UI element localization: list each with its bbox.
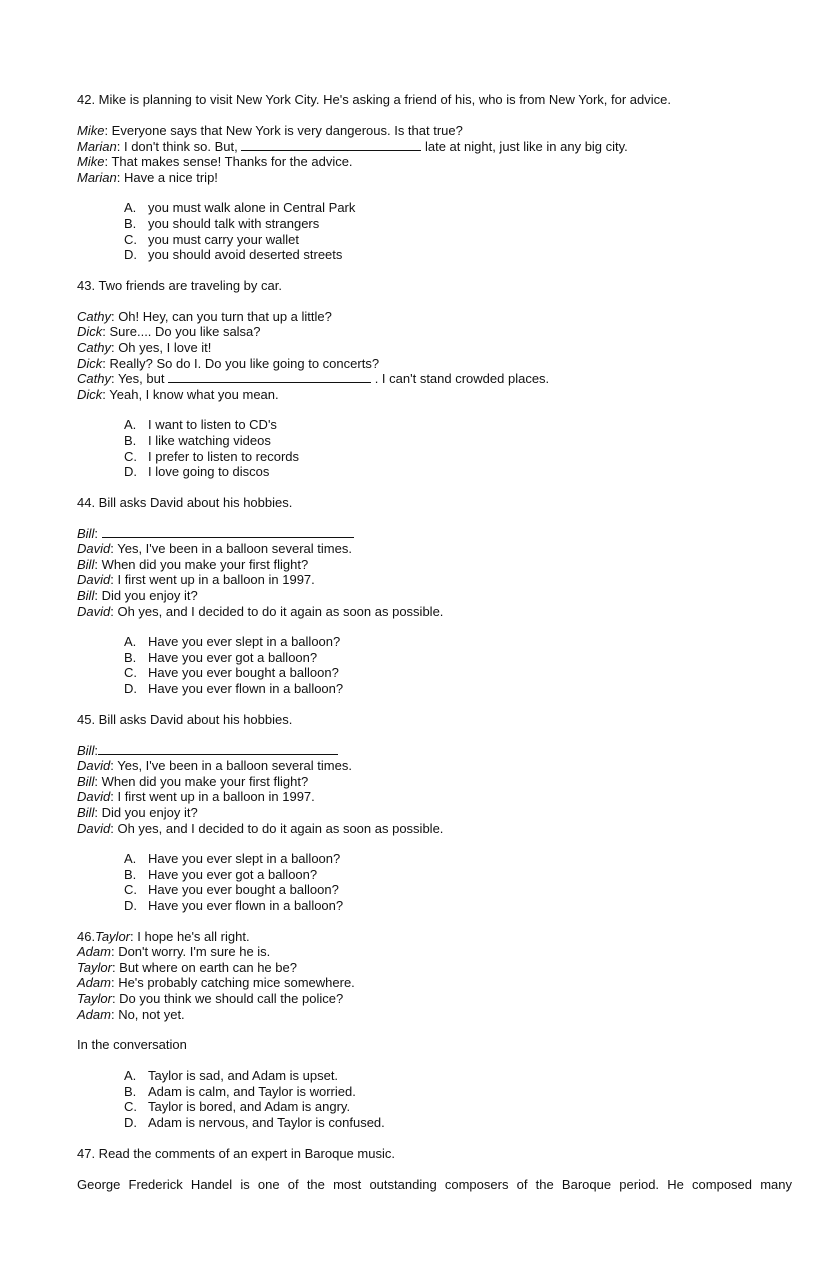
dialogue-text: : Oh! Hey, can you turn that up a little? [110,308,332,324]
dialogue-text: : Do you think we should call the police? [111,990,344,1006]
option-d[interactable]: D. Adam is nervous, and Taylor is confused. [124,1114,385,1130]
option-b[interactable]: B. I like watching videos [124,432,271,448]
speaker-name: David [77,789,111,805]
speaker-name: Taylor [77,959,112,975]
dialogue-line [77,324,792,340]
question-46-number: 46. [77,928,96,944]
speaker-name: David [77,572,111,588]
dialogue-line [77,805,792,821]
dialogue-line [77,588,792,604]
dialogue-text: : Have a nice trip! [116,169,218,185]
dialogue-line [77,572,792,588]
dialogue-line [77,789,792,805]
option-a[interactable]: A. Have you ever slept in a balloon? [124,634,341,650]
speaker-name: David [77,820,111,836]
question-46-prompt: In the conversation [77,1037,187,1053]
dialogue-text: : I don't think so. But, [116,138,238,154]
question-46-options [124,1068,792,1130]
dialogue-text: : Really? So do I. Do you like going to concerts? [102,355,380,371]
speaker-name: Dick [77,324,103,340]
speaker-name: Adam [77,975,111,991]
dialogue-line [77,604,792,620]
dialogue-line [77,340,792,356]
question-45-options [124,851,792,913]
dialogue-text: : But where on earth can he be? [111,959,297,975]
question-47-paragraph: George Frederick Handel is one of the most outstanding composers of the Baroque period. He composed many [77,1176,792,1192]
speaker-name: Bill [77,742,95,758]
option-a[interactable]: A. you must walk alone in Central Park [124,200,356,216]
speaker-name: David [77,603,111,619]
option-a[interactable]: A. Taylor is sad, and Adam is upset. [124,1068,339,1084]
dialogue-text: : Oh yes, and I decided to do it again as soon as possible. [110,820,444,836]
dialogue-text: : [94,525,98,541]
dialogue-line [77,557,792,573]
speaker-name: Bill [77,525,95,541]
speaker-name: Dick [77,386,103,402]
dialogue-text: : Oh yes, I love it! [110,339,212,355]
speaker-name: Adam [77,944,111,960]
question-46-dialogue [77,929,792,1023]
speaker-name: Bill [77,805,95,820]
question-45-title: 45. Bill asks David about his hobbies. [77,711,293,727]
dialogue-text: : Sure.... Do you like salsa? [102,324,261,340]
dialogue-text-after: . I can't stand crowded places. [371,371,550,387]
dialogue-text: : Everyone says that New York is very dangerous. Is that true? [104,123,463,138]
dialogue-text: : Yes, but [110,371,165,387]
speaker-name: Dick [77,355,103,371]
speaker-name: Mike [77,123,105,138]
dialogue-text: : [94,742,98,758]
dialogue-line [77,356,792,372]
answer-blank[interactable] [241,139,421,151]
dialogue-text: : Did you enjoy it? [94,588,198,604]
answer-blank[interactable] [168,371,371,383]
dialogue-text: : Oh yes, and I decided to do it again as soon as possible. [110,603,444,619]
option-d[interactable]: D. you should avoid deserted streets [124,247,343,263]
answer-blank[interactable] [98,743,338,755]
question-47-title: 47. Read the comments of an expert in Baroque music. [77,1145,395,1161]
dialogue-line [77,944,792,960]
dialogue-text: : Yeah, I know what you mean. [102,386,279,402]
speaker-name: Marian [77,138,117,154]
dialogue-text: : I hope he's all right. [130,928,250,944]
question-42-options [124,200,792,262]
question-42-title: 42. Mike is planning to visit New York City. He's asking a friend of his, who is from New York, for advice. [77,92,672,107]
dialogue-line [77,1007,792,1023]
speaker-name: David [77,758,111,774]
dialogue-line [77,758,792,774]
speaker-name: Bill [77,588,95,604]
option-a[interactable]: A. Have you ever slept in a balloon? [124,851,341,867]
speaker-name: Taylor [95,928,131,944]
dialogue-text: : That makes sense! Thanks for the advice. [104,154,353,170]
question-44-title: 44. Bill asks David about his hobbies. [77,494,293,510]
option-a[interactable]: A. I want to listen to CD's [124,417,277,433]
option-d[interactable]: D. Have you ever flown in a balloon? [124,681,344,697]
dialogue-line [77,387,792,403]
question-43-title: 43. Two friends are traveling by car. [77,277,282,293]
dialogue-line [77,170,792,186]
question-43-options [124,417,792,479]
speaker-name: Adam [77,1006,111,1022]
dialogue-text: : He's probably catching mice somewhere. [110,975,355,991]
speaker-name: David [77,541,111,557]
dialogue-line [77,123,792,139]
speaker-name: Taylor [77,990,112,1006]
speaker-name: Cathy [77,339,111,355]
option-b[interactable]: B. Have you ever got a balloon? [124,649,318,665]
option-b[interactable]: B. you should talk with strangers [124,215,320,231]
question-45-dialogue [77,743,792,837]
speaker-name: Cathy [77,371,111,387]
question-42-dialogue [77,123,792,185]
dialogue-text: : No, not yet. [110,1006,185,1022]
dialogue-line [77,975,792,991]
dialogue-line [77,743,792,759]
option-c[interactable]: C. I prefer to listen to records [124,448,300,464]
dialogue-line [77,774,792,790]
dialogue-text: : Yes, I've been in a balloon several times. [110,541,352,557]
dialogue-line [77,821,792,837]
option-c[interactable]: C. Have you ever bought a balloon? [124,665,339,681]
question-44-dialogue [77,526,792,620]
dialogue-line [77,139,792,155]
speaker-name: Cathy [77,308,111,324]
question-44-options [124,634,792,696]
speaker-name: Marian [77,169,117,185]
answer-blank[interactable] [102,526,354,538]
speaker-name: Mike [77,154,105,170]
dialogue-text: : I first went up in a balloon in 1997. [110,572,315,588]
speaker-name: Bill [77,773,95,789]
dialogue-line [77,154,792,170]
option-b[interactable]: B. Have you ever got a balloon? [124,866,318,882]
speaker-name: Bill [77,556,95,572]
dialogue-text: : When did you make your first flight? [94,773,309,789]
dialogue-text: : Yes, I've been in a balloon several times. [110,758,352,774]
dialogue-line [77,929,792,945]
option-c[interactable]: C. Taylor is bored, and Adam is angry. [124,1099,351,1115]
option-d[interactable]: D. I love going to discos [124,464,270,480]
dialogue-text: : Did you enjoy it? [94,805,198,820]
dialogue-line [77,541,792,557]
dialogue-line [77,991,792,1007]
option-d[interactable]: D. Have you ever flown in a balloon? [124,897,344,913]
dialogue-text: : Don't worry. I'm sure he is. [110,944,271,960]
worksheet-page [77,92,792,1193]
dialogue-text: : When did you make your first flight? [94,556,309,572]
dialogue-line [77,309,792,325]
option-c[interactable]: C. you must carry your wallet [124,231,299,247]
dialogue-line [77,960,792,976]
dialogue-line [77,371,792,387]
dialogue-line [77,526,792,542]
option-c[interactable]: C. Have you ever bought a balloon? [124,882,339,898]
option-b[interactable]: B. Adam is calm, and Taylor is worried. [124,1083,356,1099]
question-43-dialogue [77,309,792,403]
dialogue-text: : I first went up in a balloon in 1997. [110,789,315,805]
dialogue-text-after: late at night, just like in any big city. [421,138,628,154]
